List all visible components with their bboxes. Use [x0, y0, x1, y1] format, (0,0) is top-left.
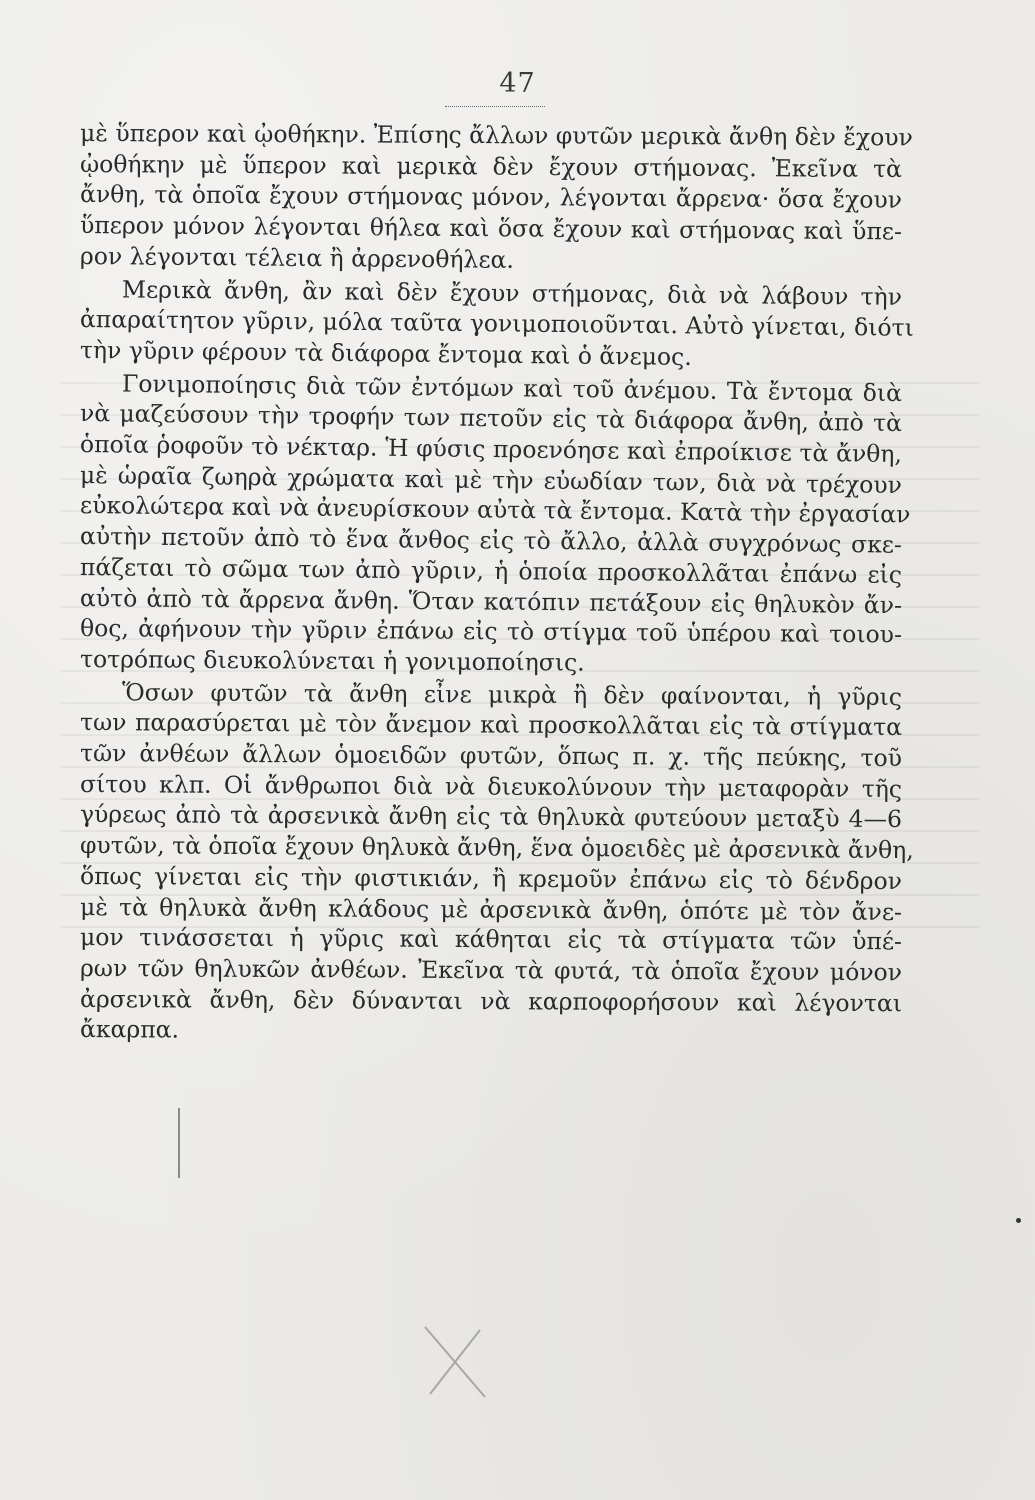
- body-line: ρων τῶν θηλυκῶν ἀνθέων. Ἐκεῖνα τὰ φυτά, τὰ ὁποῖα ἔχουν μόνον: [79, 953, 903, 987]
- body-line: πάζεται τὸ σῶμα των ἀπὸ γῦριν, ἡ ὁποία προσκολλᾶται ἐπάνω εἰς: [79, 552, 903, 589]
- body-line: σίτου κλπ. Οἱ ἄνθρωποι διὰ νὰ διευκολύνουν τὴν μεταφορὰν τῆς: [79, 769, 903, 803]
- section-heading-line: Γονιμοποίησις διὰ τῶν ἐντόμων καὶ τοῦ ἀνέμου. Τὰ ἔντομα διὰ: [121, 369, 903, 407]
- ink-speck: [1016, 1218, 1021, 1223]
- body-line: ἀπαραίτητον γῦριν, μόλα ταῦτα γονιμοποιοῦνται. Αὐτὸ γίνεται, διότι: [79, 305, 914, 342]
- body-text: [79, 118, 914, 1045]
- body-line: ἀρσενικὰ ἄνθη, δὲν δύνανται νὰ καρποφορήσουν καὶ λέγονται: [79, 984, 903, 1017]
- body-line: θος, ἀφήνουν τὴν γῦριν ἐπάνω εἰς τὸ στίγμα τοῦ ὑπέρου καὶ τοιου-: [79, 614, 903, 649]
- body-line: ἄνθη, τὰ ὁποῖα ἔχουν στήμονας μόνον, λέγονται ἄρρενα· ὅσα ἔχουν: [79, 180, 903, 215]
- body-line: νὰ μαζεύσουν τὴν τροφήν των πετοῦν εἰς τὰ διάφορα ἄνθη, ἀπὸ τὰ: [79, 399, 903, 438]
- body-line: μὲ τὰ θηλυκὰ ἄνθη κλάδους μὲ ἀρσενικὰ ἄνθη, ὁπότε μὲ τὸν ἄνε-: [79, 892, 903, 926]
- header-dotted-rule: [445, 106, 545, 107]
- body-line: ὅπως γίνεται εἰς τὴν φιστικιάν, ἢ κρεμοῦν ἐπάνω εἰς τὸ δένδρον: [79, 861, 903, 895]
- body-line: Ὅσων φυτῶν τὰ ἄνθη εἶνε μικρὰ ἢ δὲν φαίνονται, ἡ γῦρις: [121, 677, 903, 711]
- body-line: τοτρόπως διευκολύνεται ἡ γονιμοποίησις.: [79, 644, 585, 677]
- body-line: μὲ ὡραῖα ζωηρὰ χρώματα καὶ μὲ τὴν εὐωδίαν των, διὰ νὰ τρέχουν: [79, 460, 903, 499]
- body-line: εὐκολώτερα καὶ νὰ ἀνευρίσκουν αὐτὰ τὰ ἔντομα. Κατὰ τὴν ἐργασίαν: [79, 491, 911, 529]
- body-line: ρον λέγονται τέλεια ἢ ἀρρενοθήλεα.: [79, 241, 515, 274]
- body-line: ἄκαρπα.: [79, 1015, 180, 1044]
- body-line: τὴν γῦριν φέρουν τὰ διάφορα ἔντομα καὶ ὁ ἄνεμος.: [79, 335, 692, 371]
- body-line: αὐτὴν πετοῦν ἀπὸ τὸ ἕνα ἄνθος εἰς τὸ ἄλλο, ἀλλὰ συγχρόνως σκε-: [79, 522, 903, 559]
- body-line: φυτῶν, τὰ ὁποῖα ἔχουν θηλυκὰ ἄνθη, ἕνα ὁμοειδὲς μὲ ἀρσενικὰ ἄνθη,: [79, 831, 914, 865]
- body-line: μον τινάσσεται ἡ γῦρις καὶ κάθηται εἰς τὰ στίγματα τῶν ὑπέ-: [79, 923, 903, 956]
- body-line: ὁποῖα ῥοφοῦν τὸ νέκταρ. Ἡ φύσις προενόησε καὶ ἐπροίκισε τὰ ἄνθη,: [79, 430, 903, 469]
- body-line: αὐτὸ ἀπὸ τὰ ἄρρενα ἄνθη. Ὅταν κατόπιν πετάξουν εἰς θηλυκὸν ἄν-: [79, 583, 903, 619]
- body-line: γύρεως ἀπὸ τὰ ἀρσενικὰ ἄνθη εἰς τὰ θηλυκὰ φυτεύουν μεταξὺ 4—6: [79, 800, 903, 834]
- body-line: ὕπερον μόνον λέγονται θήλεα καὶ ὅσα ἔχουν καὶ στήμονας καὶ ὕπε-: [79, 211, 903, 246]
- body-line: τῶν ἀνθέων ἄλλων ὁμοειδῶν φυτῶν, ὅπως π. χ. τῆς πεύκης, τοῦ: [79, 739, 903, 773]
- pencil-margin-mark: [178, 1108, 180, 1178]
- bleed-through-x-mark: [420, 1322, 490, 1402]
- page-number: 47: [499, 68, 536, 99]
- body-line: μὲ ὕπερον καὶ ᾠοθήκην. Ἐπίσης ἄλλων φυτῶν μερικὰ ἄνθη δὲν ἔχουν: [79, 119, 913, 152]
- body-line: ᾠοθήκην μὲ ὕπερον καὶ μερικὰ δὲν ἔχουν στήμονας. Ἐκεῖνα τὰ: [79, 149, 903, 183]
- body-line: των παρασύρεται μὲ τὸν ἄνεμον καὶ προσκολλᾶται εἰς τὰ στίγματα: [79, 708, 903, 742]
- body-line: Μερικὰ ἄνθη, ἂν καὶ δὲν ἔχουν στήμονας, διὰ νὰ λάβουν τὴν: [121, 274, 903, 311]
